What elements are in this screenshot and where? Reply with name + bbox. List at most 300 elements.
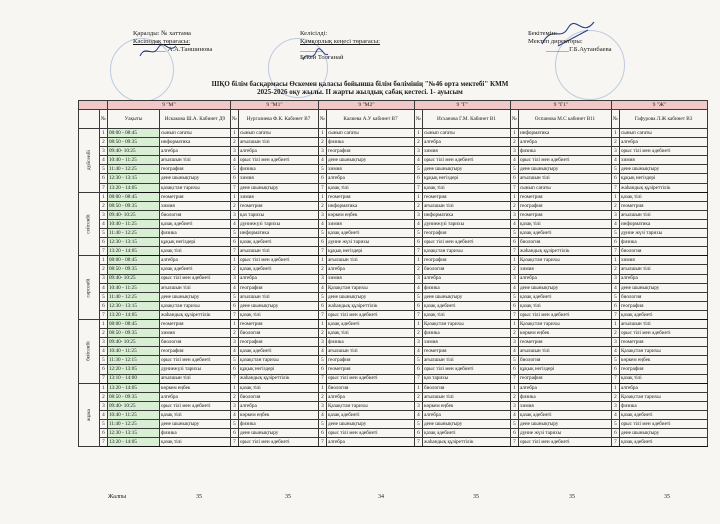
lesson-number: 5 bbox=[318, 356, 326, 365]
subject-cell: физика bbox=[518, 392, 611, 401]
lesson-time: 09:40- 10:25 bbox=[107, 210, 159, 219]
subject-cell: химия bbox=[422, 147, 510, 156]
subject-cell: сынып сағаты bbox=[326, 129, 414, 138]
subject-cell: қазақстан тарихы bbox=[238, 356, 318, 365]
subject-cell: орыс тілі мен әдебиеті bbox=[422, 156, 510, 165]
subject-cell: құқық негіздері bbox=[518, 365, 611, 374]
subject-cell: орыс тілі мен әдебиеті bbox=[326, 310, 414, 319]
teacher-9g1: Оспанова М.С кабинет В11 bbox=[518, 110, 611, 129]
subject-cell: қазақ әдебиеті bbox=[159, 219, 230, 228]
lesson-number: 2 bbox=[611, 329, 619, 338]
lesson-number: 2 bbox=[414, 392, 422, 401]
subject-cell: физика bbox=[422, 283, 510, 292]
subject-cell: көркем еңбек bbox=[518, 329, 611, 338]
subject-cell: Қазақстан тарихы bbox=[518, 256, 611, 265]
lesson-time: 08:00 - 08:45 bbox=[107, 129, 159, 138]
board-chair-label: Қамқорлық кеңесі төрағасы: bbox=[300, 38, 380, 45]
lesson-row bbox=[79, 356, 708, 365]
subject-cell: қазақ тілі bbox=[422, 310, 510, 319]
lesson-number: 7 bbox=[318, 374, 326, 383]
lesson-number: 4 bbox=[318, 219, 326, 228]
subject-cell: жаһандық құзіреттілік bbox=[619, 183, 707, 192]
lesson-number: 4 bbox=[99, 219, 107, 228]
lesson-number: 7 bbox=[99, 310, 107, 319]
lesson-row bbox=[79, 229, 708, 238]
lesson-number: 7 bbox=[510, 438, 518, 447]
lesson-number: 6 bbox=[99, 429, 107, 438]
lesson-time: 11:40 - 12:25 bbox=[107, 420, 159, 429]
document-subtitle: 2025-2026 оқу жылы. II жарты жылдық сабақ кестесі. 1- ауысым bbox=[257, 88, 463, 96]
lesson-number: 5 bbox=[611, 292, 619, 301]
subject-cell: геометрия bbox=[422, 192, 510, 201]
lesson-number: 3 bbox=[230, 401, 238, 410]
subject-cell: ағылшын тілі bbox=[422, 201, 510, 210]
lesson-number: 1 bbox=[414, 192, 422, 201]
subject-cell: физика bbox=[326, 338, 414, 347]
lesson-number: 5 bbox=[611, 229, 619, 238]
subject-cell: химия bbox=[159, 201, 230, 210]
agreed-label: Келісілді: bbox=[300, 30, 328, 37]
subject-cell: жаһандық құзіреттілік bbox=[518, 247, 611, 256]
subject-cell: қазақ әдебиеті bbox=[238, 265, 318, 274]
subject-cell: дене шынықтыру bbox=[159, 420, 230, 429]
day-label bbox=[79, 319, 100, 383]
lesson-number: 2 bbox=[414, 329, 422, 338]
lesson-number: 6 bbox=[611, 429, 619, 438]
class-9g1: 9 "Г1" bbox=[510, 101, 611, 110]
lesson-number: 4 bbox=[414, 219, 422, 228]
lesson-number: 5 bbox=[230, 229, 238, 238]
lesson-time: 10:40 - 11:25 bbox=[107, 219, 159, 228]
subject-cell: ағылшын тілі bbox=[159, 283, 230, 292]
lesson-row bbox=[79, 201, 708, 210]
subject-cell: география bbox=[518, 201, 611, 210]
lesson-number: 5 bbox=[414, 420, 422, 429]
teacher-header-row bbox=[79, 110, 708, 129]
subject-cell: география bbox=[326, 356, 414, 365]
subject-cell: алгебра bbox=[422, 410, 510, 419]
lesson-number: 3 bbox=[414, 210, 422, 219]
board-chair-name: Бекей Толғанай bbox=[300, 54, 344, 61]
lesson-number: 7 bbox=[99, 438, 107, 447]
subject-cell: орыс тілі мен әдебиеті bbox=[238, 256, 318, 265]
subject-cell: геометрия bbox=[518, 210, 611, 219]
lesson-time: 08:50 - 09:35 bbox=[107, 265, 159, 274]
lesson-number: 1 bbox=[230, 319, 238, 328]
subject-cell: алгебра bbox=[238, 401, 318, 410]
lesson-number: 2 bbox=[510, 138, 518, 147]
subject-cell: физика bbox=[518, 147, 611, 156]
lesson-number: 1 bbox=[230, 256, 238, 265]
subject-cell: қазақ әдебиеті bbox=[326, 410, 414, 419]
subject-cell: дүние жүзі тарихы bbox=[518, 429, 611, 438]
subject-cell: қазақ тілі bbox=[159, 438, 230, 447]
subject-cell: алгебра bbox=[159, 392, 230, 401]
lesson-number: 5 bbox=[510, 356, 518, 365]
lesson-time: 08:50 - 09:35 bbox=[107, 201, 159, 210]
subject-cell: дүниежүзі тарихы bbox=[422, 219, 510, 228]
lesson-number: 1 bbox=[230, 383, 238, 392]
lesson-number: 3 bbox=[414, 274, 422, 283]
schedule-body bbox=[79, 129, 708, 447]
subject-cell: қазақ әдебиеті bbox=[238, 238, 318, 247]
lesson-number: 1 bbox=[611, 319, 619, 328]
corner-cell bbox=[79, 101, 108, 110]
lesson-number: 2 bbox=[230, 392, 238, 401]
lesson-row bbox=[79, 301, 708, 310]
lesson-number: 4 bbox=[99, 347, 107, 356]
subject-cell: география bbox=[238, 338, 318, 347]
subject-cell: дүние жүзі тарихы bbox=[619, 229, 707, 238]
lesson-row bbox=[79, 310, 708, 319]
subject-cell: ағылшын тілі bbox=[518, 174, 611, 183]
subject-cell: дене шынықтыру bbox=[326, 292, 414, 301]
lesson-number: 4 bbox=[510, 219, 518, 228]
lesson-row bbox=[79, 410, 708, 419]
subject-cell: қазақ әдебиеті bbox=[619, 410, 707, 419]
subject-cell: биология bbox=[159, 338, 230, 347]
lesson-number: 7 bbox=[611, 374, 619, 383]
day-name: бейсенбі bbox=[85, 341, 92, 362]
subject-cell: геометрия bbox=[518, 338, 611, 347]
lesson-number: 2 bbox=[318, 392, 326, 401]
subject-cell: орыс тілі мен әдебиеті bbox=[326, 374, 414, 383]
subject-cell: алгебра bbox=[159, 256, 230, 265]
lesson-number: 7 bbox=[510, 374, 518, 383]
lesson-number: 3 bbox=[611, 338, 619, 347]
lesson-number: 5 bbox=[611, 420, 619, 429]
lesson-number: 5 bbox=[99, 292, 107, 301]
subject-cell: қазақ тілі bbox=[326, 329, 414, 338]
lesson-time: 10:40 - 11:25 bbox=[107, 347, 159, 356]
lesson-time: 13:20 - 14:05 bbox=[107, 383, 159, 392]
lesson-number: 7 bbox=[230, 374, 238, 383]
lesson-row bbox=[79, 383, 708, 392]
num-header: № bbox=[99, 110, 107, 129]
lesson-row bbox=[79, 238, 708, 247]
lesson-number: 2 bbox=[99, 329, 107, 338]
lesson-row bbox=[79, 138, 708, 147]
lesson-number: 7 bbox=[318, 183, 326, 192]
day-col-head bbox=[79, 110, 100, 129]
subject-cell: география bbox=[422, 229, 510, 238]
lesson-number: 6 bbox=[611, 365, 619, 374]
lesson-number: 3 bbox=[510, 401, 518, 410]
totals-label: Жалпы bbox=[108, 494, 127, 500]
subject-cell: алгебра bbox=[422, 138, 510, 147]
lesson-number: 5 bbox=[318, 165, 326, 174]
subject-cell: биология bbox=[238, 392, 318, 401]
lesson-number: 1 bbox=[510, 256, 518, 265]
lesson-number: 3 bbox=[510, 210, 518, 219]
subject-cell: география bbox=[619, 365, 707, 374]
subject-cell: ағылшын тілі bbox=[238, 138, 318, 147]
lesson-number: 1 bbox=[318, 319, 326, 328]
total-9m: 35 bbox=[196, 494, 202, 500]
subject-cell: дене шынықтыру bbox=[422, 292, 510, 301]
lesson-time: 12:30 - 13:15 bbox=[107, 174, 159, 183]
lesson-number: 1 bbox=[99, 383, 107, 392]
subject-cell: дене шынықтыру bbox=[518, 420, 611, 429]
subject-cell: дене шынықтыру bbox=[518, 283, 611, 292]
class-9zh: 9 "Ж" bbox=[611, 101, 707, 110]
subject-cell: дене шынықтыру bbox=[159, 292, 230, 301]
lesson-number: 4 bbox=[230, 410, 238, 419]
day-label bbox=[79, 192, 100, 256]
lesson-time: 13:20 - 14:05 bbox=[107, 310, 159, 319]
time-header: Уақыты bbox=[107, 110, 159, 129]
lesson-number: 2 bbox=[414, 265, 422, 274]
lesson-number: 3 bbox=[99, 401, 107, 410]
lesson-time: 11:40 - 12:25 bbox=[107, 292, 159, 301]
subject-cell: биология bbox=[326, 383, 414, 392]
lesson-time: 13:20 - 14:05 bbox=[107, 247, 159, 256]
subject-cell: дене шынықтыру bbox=[619, 165, 707, 174]
subject-cell: алгебра bbox=[518, 138, 611, 147]
lesson-number: 6 bbox=[318, 238, 326, 247]
subject-cell: көркем еңбек bbox=[619, 356, 707, 365]
lesson-time: 08:50 - 09:35 bbox=[107, 138, 159, 147]
lesson-number: 7 bbox=[99, 183, 107, 192]
lesson-number: 2 bbox=[318, 329, 326, 338]
lesson-number: 3 bbox=[414, 338, 422, 347]
lesson-row bbox=[79, 283, 708, 292]
subject-cell: қазақ әдебиеті bbox=[619, 438, 707, 447]
lesson-number: 4 bbox=[414, 410, 422, 419]
lesson-number: 1 bbox=[318, 256, 326, 265]
lesson-number: 2 bbox=[318, 138, 326, 147]
subject-cell: биология bbox=[422, 265, 510, 274]
subject-cell: физика bbox=[238, 420, 318, 429]
subject-cell: физика bbox=[619, 238, 707, 247]
subject-cell: дене шынықтыру bbox=[238, 429, 318, 438]
lesson-number: 3 bbox=[611, 147, 619, 156]
lesson-number: 6 bbox=[611, 174, 619, 183]
lesson-number: 4 bbox=[230, 347, 238, 356]
subject-cell: қазақ әдебиеті bbox=[238, 347, 318, 356]
lesson-number: 6 bbox=[99, 301, 107, 310]
lesson-time: 12:20 - 13:05 bbox=[107, 365, 159, 374]
lesson-number: 1 bbox=[230, 192, 238, 201]
subject-cell: биология bbox=[238, 329, 318, 338]
lesson-number: 3 bbox=[318, 338, 326, 347]
lesson-row bbox=[79, 274, 708, 283]
lesson-time: 09:40- 10:25 bbox=[107, 338, 159, 347]
lesson-number: 3 bbox=[230, 274, 238, 283]
subject-cell: құқық негіздері bbox=[238, 365, 318, 374]
lesson-number: 7 bbox=[611, 438, 619, 447]
lesson-number: 7 bbox=[318, 438, 326, 447]
lesson-number: 2 bbox=[510, 392, 518, 401]
total-9zh: 35 bbox=[664, 494, 670, 500]
lesson-time: 08:50 - 09:35 bbox=[107, 329, 159, 338]
lesson-row bbox=[79, 420, 708, 429]
lesson-time: 08:00 - 08:45 bbox=[107, 256, 159, 265]
lesson-number: 1 bbox=[99, 192, 107, 201]
num-header: № bbox=[318, 110, 326, 129]
lesson-number: 3 bbox=[99, 147, 107, 156]
lesson-number: 5 bbox=[510, 165, 518, 174]
subject-cell: жаһандық құзіреттілік bbox=[326, 301, 414, 310]
lesson-row bbox=[79, 392, 708, 401]
lesson-row bbox=[79, 247, 708, 256]
subject-cell: сынып сағаты bbox=[518, 183, 611, 192]
lesson-time: 12:30 - 13:15 bbox=[107, 429, 159, 438]
lesson-number: 1 bbox=[414, 129, 422, 138]
subject-cell: информатика bbox=[238, 229, 318, 238]
subject-cell: қазақ әдебиеті bbox=[326, 319, 414, 328]
lesson-number: 2 bbox=[99, 138, 107, 147]
subject-cell: қазақ тілі bbox=[518, 219, 611, 228]
lesson-number: 5 bbox=[510, 229, 518, 238]
day-label bbox=[79, 129, 100, 193]
lesson-time: 12:30 - 13:15 bbox=[107, 238, 159, 247]
lesson-number: 6 bbox=[510, 238, 518, 247]
lesson-number: 5 bbox=[230, 165, 238, 174]
subject-cell: қазақ әдебиеті bbox=[518, 229, 611, 238]
lesson-number: 7 bbox=[611, 247, 619, 256]
subject-cell: қазақ әдебиеті bbox=[326, 229, 414, 238]
num-header: № bbox=[510, 110, 518, 129]
lesson-number: 3 bbox=[611, 274, 619, 283]
subject-cell: химия bbox=[619, 156, 707, 165]
union-chair-label: Кәсіподақ төрағасы: bbox=[133, 38, 191, 45]
lesson-time: 13:20 - 14:05 bbox=[107, 183, 159, 192]
lesson-time: 10:40 - 11:25 bbox=[107, 283, 159, 292]
subject-cell: дүние жүзі тарихы bbox=[326, 238, 414, 247]
subject-cell: алгебра bbox=[159, 147, 230, 156]
subject-cell: физика bbox=[159, 429, 230, 438]
subject-cell: сынып сағаты bbox=[422, 129, 510, 138]
lesson-number: 6 bbox=[510, 429, 518, 438]
num-header: № bbox=[414, 110, 422, 129]
lesson-number: 5 bbox=[611, 356, 619, 365]
subject-cell: алгебра bbox=[619, 274, 707, 283]
lesson-number: 7 bbox=[611, 310, 619, 319]
subject-cell: қазақ тілі bbox=[238, 310, 318, 319]
subject-cell: информатика bbox=[422, 210, 510, 219]
subject-cell: география bbox=[159, 347, 230, 356]
lesson-number: 4 bbox=[318, 283, 326, 292]
lesson-row bbox=[79, 156, 708, 165]
subject-cell: география bbox=[422, 256, 510, 265]
lesson-number: 1 bbox=[611, 383, 619, 392]
subject-cell: жаһандық құзіреттілік bbox=[238, 374, 318, 383]
subject-cell: Қазақстан тарихы bbox=[326, 283, 414, 292]
lesson-number: 1 bbox=[230, 129, 238, 138]
subject-cell: геометрия bbox=[326, 365, 414, 374]
subject-cell: қазақ тілі bbox=[422, 183, 510, 192]
subject-cell: орыс тілі мен әдебиеті bbox=[422, 238, 510, 247]
lesson-number: 6 bbox=[230, 365, 238, 374]
lesson-number: 3 bbox=[99, 210, 107, 219]
subject-cell: орыс тілі мен әдебиеті bbox=[619, 147, 707, 156]
lesson-number: 2 bbox=[230, 265, 238, 274]
schedule-table bbox=[78, 100, 708, 447]
subject-cell: қазақстан тарихы bbox=[159, 183, 230, 192]
lesson-number: 4 bbox=[230, 283, 238, 292]
lesson-row bbox=[79, 147, 708, 156]
lesson-row bbox=[79, 174, 708, 183]
lesson-number: 2 bbox=[99, 265, 107, 274]
lesson-number: 5 bbox=[230, 292, 238, 301]
lesson-number: 4 bbox=[414, 283, 422, 292]
class-9m2: 9 "М2" bbox=[318, 101, 414, 110]
lesson-row bbox=[79, 219, 708, 228]
lesson-row bbox=[79, 165, 708, 174]
subject-cell: география bbox=[238, 283, 318, 292]
lesson-number: 2 bbox=[611, 138, 619, 147]
lesson-number: 6 bbox=[414, 301, 422, 310]
subject-cell: қазақ тілі bbox=[619, 374, 707, 383]
subject-cell: химия bbox=[326, 165, 414, 174]
teacher-9g: Исханова Г.М. Кабинет В1 bbox=[422, 110, 510, 129]
subject-cell: жаһандық құзіреттілік bbox=[422, 438, 510, 447]
subject-cell: химия bbox=[326, 219, 414, 228]
subject-cell: қазақстан тарихы bbox=[422, 247, 510, 256]
lesson-number: 3 bbox=[414, 401, 422, 410]
subject-cell: алгебра bbox=[238, 274, 318, 283]
subject-cell: көркем еңбек bbox=[326, 210, 414, 219]
lesson-number: 1 bbox=[510, 383, 518, 392]
lesson-number: 2 bbox=[611, 392, 619, 401]
subject-cell: алгебра bbox=[238, 147, 318, 156]
lesson-number: 5 bbox=[414, 229, 422, 238]
subject-cell: география bbox=[159, 165, 230, 174]
class-9m1: 9 "М1" bbox=[230, 101, 318, 110]
lesson-time: 12:30 - 13:15 bbox=[107, 301, 159, 310]
subject-cell: жаһандық құзіреттілік bbox=[159, 310, 230, 319]
reviewed-protocol: Қаралды: № хаттама bbox=[133, 30, 191, 37]
subject-cell: Қазақстан тарихы bbox=[619, 392, 707, 401]
subject-cell: дене шынықтыру bbox=[619, 429, 707, 438]
lesson-number: 5 bbox=[510, 292, 518, 301]
lesson-number: 1 bbox=[611, 256, 619, 265]
subject-cell: геометрия bbox=[159, 192, 230, 201]
subject-cell: информатика bbox=[518, 129, 611, 138]
lesson-number: 3 bbox=[611, 401, 619, 410]
subject-cell: қазақ тілі bbox=[238, 383, 318, 392]
lesson-row bbox=[79, 374, 708, 383]
lesson-number: 4 bbox=[510, 283, 518, 292]
lesson-number: 1 bbox=[510, 192, 518, 201]
subject-cell: ағылшын тілі bbox=[326, 256, 414, 265]
lesson-number: 4 bbox=[99, 283, 107, 292]
lesson-number: 5 bbox=[318, 420, 326, 429]
subject-cell: қазақ әдебиеті bbox=[619, 310, 707, 319]
subject-cell: орыс тілі мен әдебиеті bbox=[159, 401, 230, 410]
lesson-row bbox=[79, 429, 708, 438]
union-chair-name: _______ А.А.Таншинова bbox=[143, 46, 213, 53]
lesson-number: 4 bbox=[318, 410, 326, 419]
subject-cell: дене шынықтыру bbox=[326, 156, 414, 165]
lesson-row bbox=[79, 265, 708, 274]
subject-cell: физика bbox=[238, 165, 318, 174]
lesson-number: 3 bbox=[318, 147, 326, 156]
subject-cell: дүниежүзі тарихы bbox=[238, 219, 318, 228]
lesson-number: 4 bbox=[99, 156, 107, 165]
subject-cell: ағылшын тілі bbox=[159, 156, 230, 165]
subject-cell: алгебра bbox=[326, 265, 414, 274]
subject-cell: орыс тілі мен әдебиеті bbox=[422, 365, 510, 374]
lesson-number: 5 bbox=[414, 356, 422, 365]
subject-cell: информатика bbox=[159, 138, 230, 147]
lesson-number: 7 bbox=[414, 247, 422, 256]
lesson-row bbox=[79, 210, 708, 219]
subject-cell: биология bbox=[422, 383, 510, 392]
lesson-number: 6 bbox=[611, 301, 619, 310]
subject-cell: қазақ әдебиеті bbox=[422, 301, 510, 310]
